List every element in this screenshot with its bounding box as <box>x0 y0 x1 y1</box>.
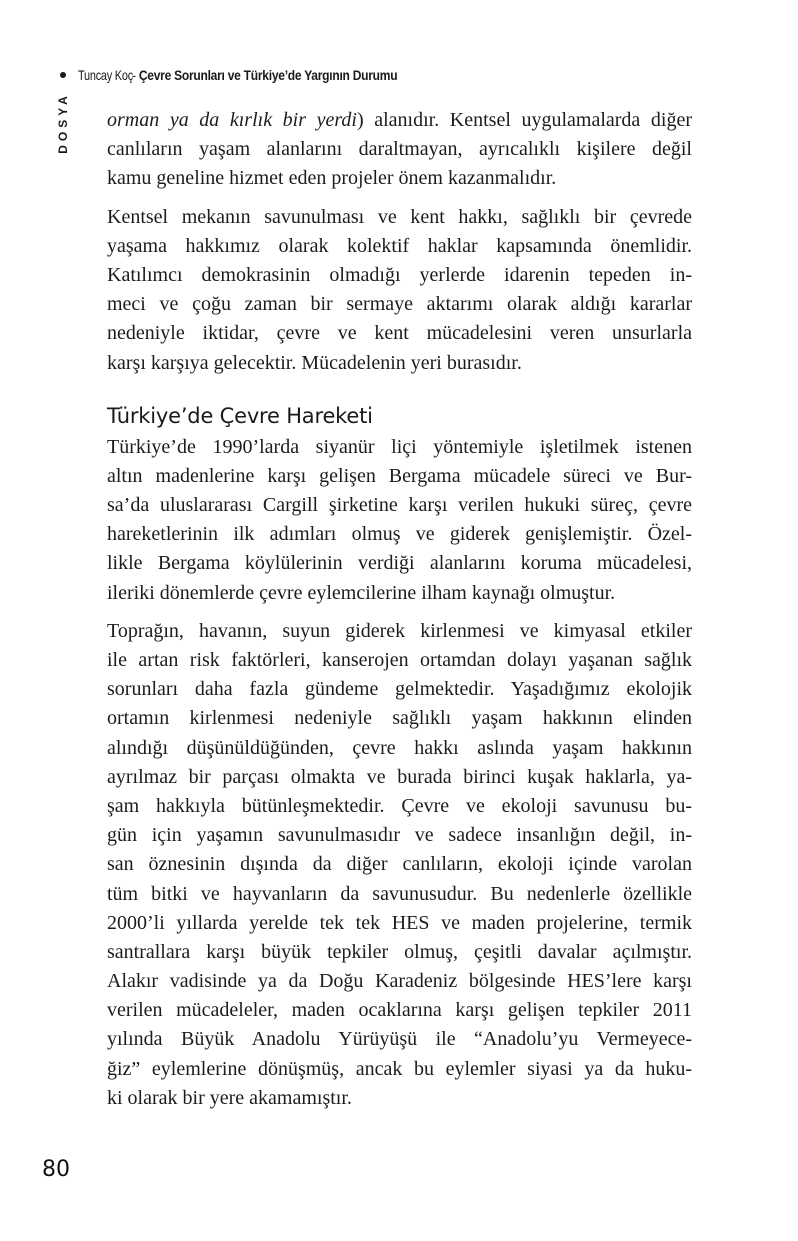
text-line: ile artan risk faktörleri, kanserojen ortamdan dolayı yaşanan sağlık <box>107 649 692 671</box>
text-line: şam hakkıyla bütünleşmektedir. Çevre ve ekoloji savunusu bu- <box>107 794 692 817</box>
text-line: altın madenlerine karşı gelişen Bergama mücadele süreci ve Bur- <box>107 464 692 487</box>
section-side-tab <box>56 92 70 154</box>
text-line: verilen mücadeleler, maden ocaklarına karşı gelişen tepkiler 2011 <box>107 999 692 1022</box>
paragraph <box>107 106 692 194</box>
text-line: ğiz” eylemlerine dönüşmüş, ancak bu eylemler siyasi ya da huku- <box>107 1057 692 1080</box>
text-line: likle Bergama köylülerinin verdiği alanlarını koruma mücadelesi, <box>107 552 692 575</box>
text-line: gün için yaşamın savunulmasıdır ve sadece insanlığın değil, in- <box>107 824 692 847</box>
text-line: Alakır vadisinde ya da Doğu Karadeniz bölgesinde HES’lere karşı <box>107 970 692 993</box>
paragraph <box>107 203 692 378</box>
running-header <box>60 66 441 84</box>
header-author: Tuncay Koç <box>78 67 133 83</box>
text-line: Toprağın, havanın, suyun giderek kirlenmesi ve kimyasal etkiler <box>107 619 692 642</box>
text-line: ayrılmaz bir parçası olmakta ve burada birinci kuşak haklarla, ya- <box>107 765 692 788</box>
paragraph <box>107 433 692 608</box>
header-separator: - <box>132 67 140 83</box>
text-line: Türkiye’de 1990’larda siyanür liçi yöntemiyle işletilmek istenen <box>107 435 692 458</box>
bullet-icon <box>60 72 66 78</box>
text-line: alındığı düşünüldüğünden, çevre hakkı aslında yaşam hakkının <box>107 736 692 759</box>
text-line: meci ve çoğu zaman bir sermaye aktarımı olarak aldığı kararlar <box>107 293 692 316</box>
text-line: san öznesinin dışında da diğer canlıların, ekoloji içinde varolan <box>107 853 692 876</box>
page-body <box>107 106 692 1113</box>
paragraph <box>107 617 692 1113</box>
text-line: yaşama hakkımız olarak kolektif haklar kapsamında önemlidir. <box>107 234 692 257</box>
text-line: hareketlerinin ilk adımları olmuş ve giderek genişlemiştir. Özel- <box>107 523 692 546</box>
text-line: canlıların yaşam alanlarını daraltmayan, ayrıcalıklı kişilere değil <box>107 138 692 161</box>
text-line: ileriki dönemlerde çevre eylemcilerine ilham kaynağı olmuştur. <box>107 581 616 604</box>
text-line: yılında Büyük Anadolu Yürüyüşü ile “Anadolu’yu Vermeyece- <box>107 1028 692 1051</box>
text-line: sorunları daha fazla gündeme gelmektedir. Yaşadığımız ekolojik <box>107 678 692 701</box>
text-line: ki olarak bir yere akamamıştır. <box>107 1086 352 1109</box>
text-line: kamu geneline hizmet eden projeler önem kazanmalıdır. <box>107 167 557 190</box>
header-title-group <box>132 66 397 84</box>
page-number: 80 <box>42 1157 70 1182</box>
side-tab-label: DOSYA <box>56 92 71 154</box>
text-line: Katılımcı demokrasinin olmadığı yerlerde idarenin tepeden in- <box>107 263 692 286</box>
text-line: ortamın kirlenmesi nedeniyle sağlıklı yaşam hakkının elinden <box>107 707 692 730</box>
section-heading: Türkiye’de Çevre Hareketi <box>107 403 373 428</box>
text-line: orman ya da kırlık bir yerdi) alanıdır. Kentsel uygulamalarda diğer <box>107 109 692 131</box>
text-line: tüm bitki ve hayvanların da savunusudur. Bu nedenlerle özellikle <box>107 882 692 905</box>
text-line: santrallara karşı büyük tepkiler olmuş, çeşitli davalar açılmıştır. <box>107 940 692 963</box>
text-line: 2000’li yıllarda yerelde tek tek HES ve maden projelerine, termik <box>107 911 692 934</box>
italic-fragment: orman ya da kırlık bir yerdi <box>107 109 357 131</box>
text-line: karşı karşıya gelecektir. Mücadelenin yeri burasıdır. <box>107 351 522 374</box>
text-line: nedeniyle iktidar, çevre ve kent mücadelesini veren unsurlarla <box>107 322 692 345</box>
header-article-title: Çevre Sorunları ve Türkiye’de Yargının Durumu <box>139 67 398 83</box>
text-line: sa’da uluslararası Cargill şirketine karşı verilen hukuki süreç, çevre <box>107 494 692 517</box>
text-line: Kentsel mekanın savunulması ve kent hakkı, sağlıklı bir çevrede <box>107 205 692 228</box>
